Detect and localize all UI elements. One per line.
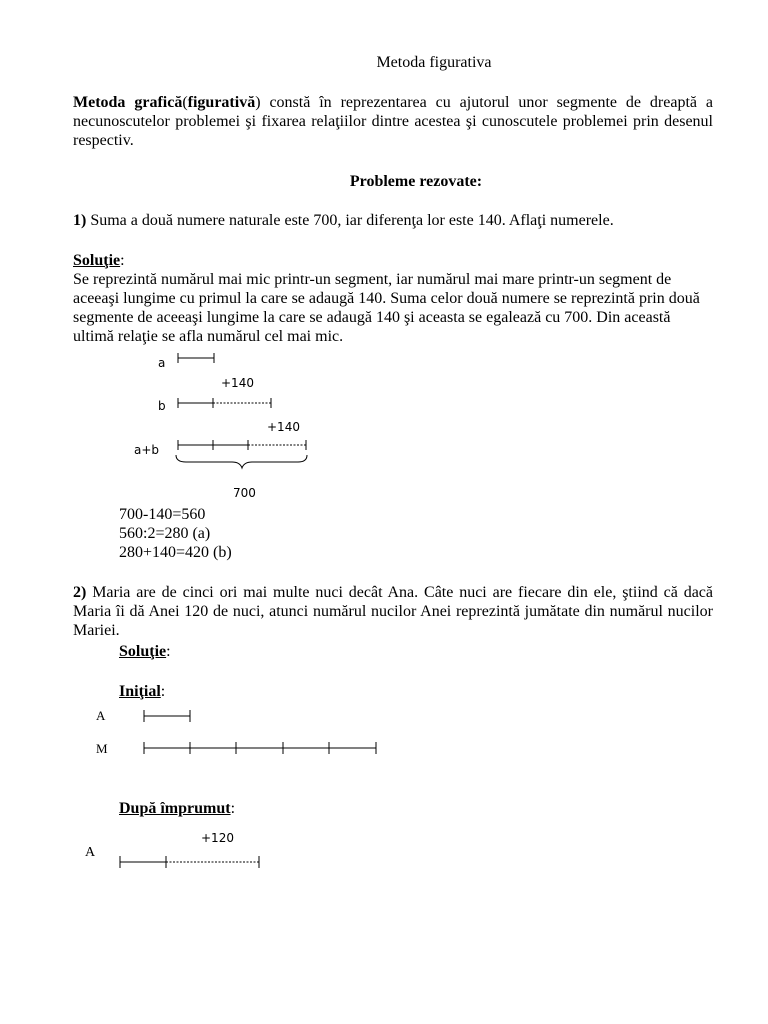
brace-700 xyxy=(176,455,307,468)
segment-a xyxy=(178,353,214,363)
problem-1-number: 1) xyxy=(73,212,87,229)
problem-1-text: Suma a două numere naturale este 700, iar diferenţa lor este 140. Aflaţi numerele. xyxy=(86,212,614,229)
diagram-label-ana-initial: A xyxy=(96,708,106,723)
intro-paragraph: Metoda grafică(figurativă) constă în reprezentarea cu ajutorul unor segmente de dreaptă a necunoscutelor problemei şi fixarea relaţiilor dintre acestea şi cunoscutele problemei prin desenul respectiv. xyxy=(73,94,714,149)
diagram-plus-140-b: +140 xyxy=(221,376,254,390)
diagram-label-maria-initial: M xyxy=(96,741,108,756)
intro-term-alt: figurativă xyxy=(187,94,256,111)
diagram-total-700: 700 xyxy=(233,486,256,500)
page-title: Metoda figurativa xyxy=(376,54,492,71)
problem-2-solution-label: Soluţie: xyxy=(119,643,171,660)
segment-ana-initial xyxy=(144,710,190,722)
diagram-label-ab: a+b xyxy=(134,443,160,457)
calc-line-3: 280+140=420 (b) xyxy=(119,544,232,561)
diagram-label-a: a xyxy=(158,356,166,370)
diagram-label-b: b xyxy=(158,399,166,413)
diagram-plus-140-ab: +140 xyxy=(267,420,300,434)
solved-heading: Probleme rezovate: xyxy=(349,173,483,190)
calc-line-2: 560:2=280 (a) xyxy=(119,525,211,542)
initial-label: Iniţial: xyxy=(119,683,166,700)
segment-a-plus-b xyxy=(178,440,306,450)
problem-2-number: 2) xyxy=(73,584,87,601)
intro-text: ) constă în reprezentarea cu ajutorul unor segmente de dreaptă a necunoscutelor problemei şi fixarea relaţiilor dintre acestea şi cunoscutele problemei prin desenul respectiv. xyxy=(73,94,714,149)
problem-1-solution-label: Soluţie: xyxy=(73,252,125,269)
intro-term: Metoda grafică xyxy=(73,94,183,111)
problem-1-solution-text: Se reprezintă numărul mai mic printr-un segment, iar numărul mai mare printr-un segment de aceeaşi lungime cu primul la care se adaugă 140. Suma celor două numere se reprezintă prin două segmente de aceeaşi lungime la care se adaugă 140 şi aceasta se egalează cu 700. Din această ultimă relaţie se afla numărul cel mai mic. xyxy=(73,271,700,345)
segment-maria-initial xyxy=(144,742,376,754)
diagram-label-ana-after: A xyxy=(85,845,96,860)
diagram-plus-120: +120 xyxy=(201,831,234,845)
problem-2-text: Maria are de cinci ori mai multe nuci decât Ana. Câte nuci are fiecare din ele, ştiind că dacă Maria îi dă Anei 120 de nuci, atunci numărul nucilor Anei reprezintă jumătate din numărul nucilor Mariei. xyxy=(73,584,713,639)
calc-line-1: 700-140=560 xyxy=(119,506,206,523)
segment-b xyxy=(178,398,271,408)
after-loan-label: După împrumut: xyxy=(119,800,236,817)
segment-ana-after xyxy=(120,856,259,868)
